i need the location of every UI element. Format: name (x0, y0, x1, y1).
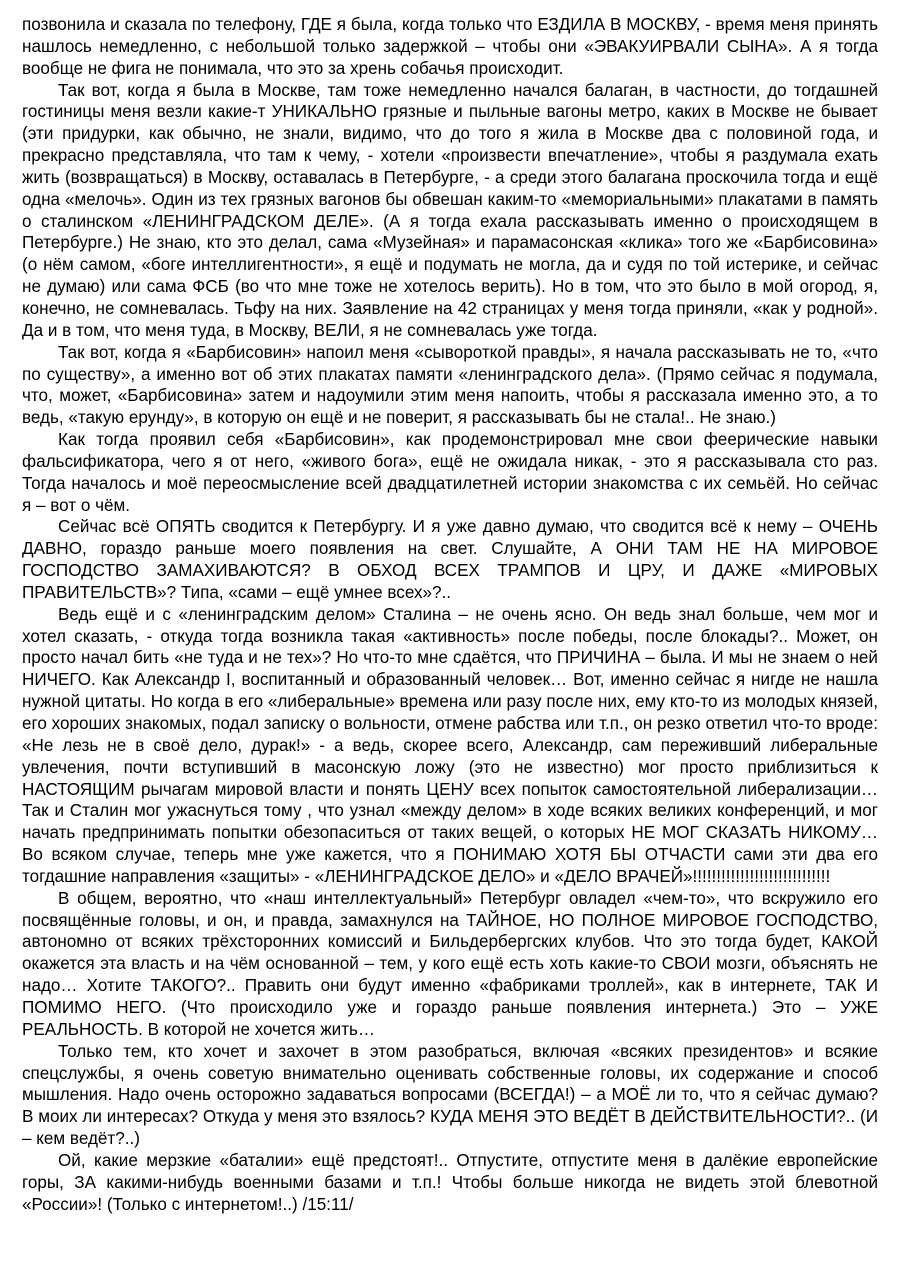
paragraph-petersburg: Сейчас всё ОПЯТЬ сводится к Петербургу. И я уже давно думаю, что сводится всё к нему – ОЧЕНЬ ДАВНО, гораздо раньше моего появления на свет. Слушайте, А ОНИ ТАМ НЕ НА МИРОВОЕ ГОСПОДСТВО ЗАМАХИВАЮТСЯ? В ОБХОД ВСЕХ ТРАМПОВ И ЦРУ, И ДАЖЕ «МИРОВЫХ ПРАВИТЕЛЬСТВ»? Типа, «сами – ещё умнее всех»?.. (22, 517, 878, 602)
paragraph-closing: Ой, какие мерзкие «баталии» ещё предстоят!.. Отпустите, отпустите меня в далёкие европейские горы, ЗА какими-нибудь военными базами и т.п.! Чтобы больше никогда не видеть этой блевотной «России»! (Только с интернетом!..) /15:11/ (22, 1150, 878, 1214)
paragraph-advice: Только тем, кто хочет и захочет в этом разобраться, включая «всяких президентов» и всякие спецслужбы, я очень советую внимательно оценивать собственные головы, их содержание и способ мышления. Надо очень осторожно задаваться вопросами (ВСЕГДА!) – а МОЁ ли то, что я сейчас думаю? В моих ли интересах? Откуда у меня это взялось? КУДА МЕНЯ ЭТО ВЕДЁТ В ДЕЙСТВИТЕЛЬНОСТИ?.. (И – кем ведёт?..) (22, 1041, 878, 1149)
paragraph-truth-serum: Так вот, когда я «Барбисовин» напоил меня «сывороткой правды», я начала рассказывать не то, «что по существу», а именно вот об этих плакатах памяти «ленинградского дела». (Прямо сейчас я подумала, что, может, «Барбисовина» затем и надоумили этим меня напоить, чтобы я рассказала именно это, а то ведь, «такую ерунду», в которую он ещё и не поверит, я рассказывать бы не стала!.. Не знаю.) (22, 342, 878, 428)
paragraph-moscow-trip: Так вот, когда я была в Москве, там тоже немедленно начался балаган, в частности, до тогдашней гостиницы меня везли какие-т УНИКАЛЬНО грязные и пыльные вагоны метро, каких в Москве не бывает (эти придурки, как обычно, не знали, видимо, что до того я жила в Москве два с половиной года, и прекрасно представляла, что там к чему, - хотели «произвести впечатление», чтобы я раздумала ехать жить (возвращаться) в Москву, оставалась в Петербурге, - а среди этого балагана проскочила тогда и ещё одна «мелочь». Один из тех грязных вагонов бы обвешан каким-то «мемориальными» плакатами в память о сталинском «ЛЕНИНГРАДСКОМ ДЕЛЕ». (А я тогда ехала рассказывать именно о происходящем в Петербурге.) Не знаю, кто это делал, сама «Музейная» и парамасонская «клика» того же «Барбисовина» (о нём самом, «боге интеллигентности», я ещё и подумать не могла, да и судя по той истерике, и сейчас не думаю) или сама ФСБ (во что мне тоже не хотелось верить). Но в том, что это было в мой огород, я, конечно, не сомневалась. Тьфу на них. Заявление на 42 страницах у меня тогда приняли, «как у родной». Да и в том, что меня туда, в Москву, ВЕЛИ, я не сомневалась уже тогда. (22, 80, 878, 340)
paragraph-leningrad-affair: Ведь ещё и с «ленинградским делом» Сталина – не очень ясно. Он ведь знал больше, чем мог и хотел сказать, - откуда тогда возникла такая «активность» после победы, после блокады?.. Может, он просто начал бить «не туда и не тех»? Но что-то мне сдаётся, что ПРИЧИНА – была. И мы не знаем о ней НИЧЕГО. Как Александр I, воспитанный и образованный человек… Вот, именно сейчас я нигде не нашла нужной цитаты. Но когда в его «либеральные» времена или разу после них, ему кто-то из молодых князей, его хороших знакомых, подал записку о вольности, отмене рабства или т.п., он резко ответил что-то вроде: «Не лезь не в своё дело, дурак!» - а ведь, скорее всего, Александр, сам переживший либеральные увлечения, почти вступивший в масонскую ложу (это не известно) мог просто приблизиться к НАСТОЯЩИМ рычагам мировой власти и понять ЦЕНУ всех попыток самостоятельной либерализации…Так и Сталин мог ужаснуться тому , что узнал «между делом» в ходе всяких великих конференций, и мог начать предпринимать попытки обезопаситься от таких вещей, о которых НЕ МОГ СКАЗАТЬ НИКОМУ… Во всяком случае, теперь мне уже кажется, что я ПОНИМАЮ ХОТЯ БЫ ОТЧАСТИ сами эти два его тогдашние направления «защиты» - «ЛЕНИНГРАДСКОЕ ДЕЛО» и «ДЕЛО ВРАЧЕЙ»!!!!!!!!!!!!!!!!!!!!!!!!!!!!! (22, 604, 878, 886)
paragraph-continuation: позвонила и сказала по телефону, ГДЕ я была, когда только что ЕЗДИЛА В МОСКВУ, - время меня принять нашлось немедленно, с небольшой только задержкой – чтобы они «ЭВАКУИРВАЛИ СЫНА». А я тогда вообще не фига не понимала, что это за хрень собачья происходит. (22, 15, 878, 78)
paragraph-falsifier: Как тогда проявил себя «Барбисовин», как продемонстрировал мне свои феерические навыки фальсификатора, чего я от него, «живого бога», ещё не ожидала никак, - это я рассказывала сто раз. Тогда началось и моё переосмысление всей двадцатилетней истории знакомства с их семьёй. Но сейчас я – вот о чём. (22, 430, 878, 515)
paragraph-world-domination: В общем, вероятно, что «наш интеллектуальный» Петербург овладел «чем-то», что вскружило его посвящённые головы, и он, и правда, замахнулся на ТАЙНОЕ, НО ПОЛНОЕ МИРОВОЕ ГОСПОДСТВО, автономно от всяких трёхсторонних комиссий и Бильдербергских клубов. Что это тогда будет, КАКОЙ окажется эта власть и на чём основанной – тем, у кого ещё есть хоть какие-то СВОИ мозги, объяснять не надо… Хотите ТАКОГО?.. Править они будут именно «фабриками троллей», как в интернете, ТАК И ПОМИМО НЕГО. (Что происходило уже и гораздо раньше появления интернета.) Это – УЖЕ РЕАЛЬНОСТЬ. В которой не хочется жить… (22, 888, 878, 1039)
